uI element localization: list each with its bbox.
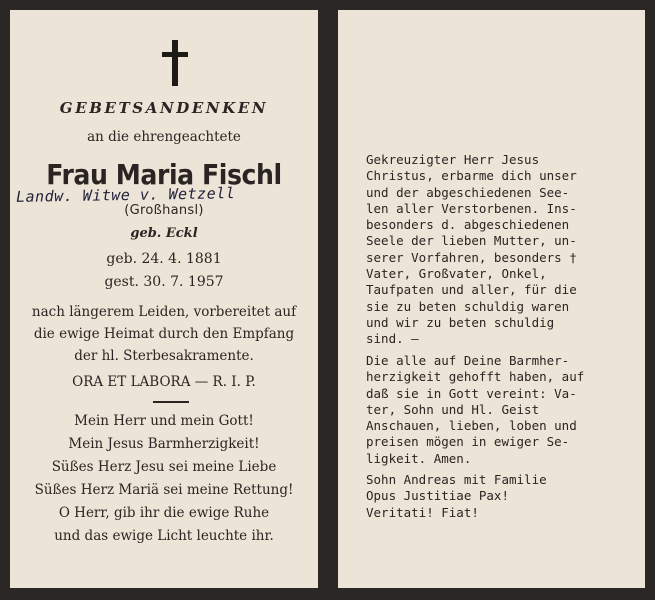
- signature-paragraph: [366, 472, 626, 521]
- text-line: Christus, erbarme dich unser: [366, 168, 577, 184]
- text-line: und der abgeschiedenen See-: [366, 184, 570, 200]
- text-line: ter, Sohn und Hl. Geist: [366, 401, 540, 417]
- text-line: der hl. Sterbesakramente.: [74, 348, 254, 364]
- birth-date: geb. 24. 4. 1881: [106, 251, 222, 267]
- text-line: herzigkeit gehofft haben, auf: [366, 369, 585, 385]
- prayer-line: O Herr, gib ihr die ewige Ruhe: [58, 505, 270, 521]
- text-line: daß sie in Gott vereint: Va-: [366, 385, 577, 401]
- death-date: gest. 30. 7. 1957: [104, 274, 224, 290]
- text-line: Gekreuzigter Herr Jesus: [366, 152, 540, 167]
- text-line: ligkeit. Amen.: [366, 450, 472, 466]
- text-line: Die alle auf Deine Barmher-: [366, 353, 570, 368]
- cross-icon: [162, 40, 188, 86]
- prayer-line: Süßes Herz Jesu sei meine Liebe: [51, 459, 277, 475]
- text-line: serer Vorfahren, besonders †: [366, 249, 577, 265]
- divider: [153, 401, 189, 403]
- left-card-panel: [10, 10, 318, 588]
- text-line: sind. —: [366, 331, 419, 347]
- motto: ORA ET LABORA — R. I. P.: [72, 374, 256, 390]
- text-line: Taufpaten und aller, für die: [366, 282, 577, 298]
- prayer-paragraph-2: [366, 353, 626, 467]
- text-line: preisen mögen in ewiger Se-: [366, 434, 570, 450]
- dedication-line: an die ehrengeachtete: [87, 129, 241, 145]
- text-line: Anschauen, lieben, loben und: [366, 418, 577, 434]
- text-line: sie zu beten schuldig waren: [366, 298, 570, 314]
- text-line: und wir zu beten schuldig: [366, 314, 555, 330]
- prayer-line: Mein Herr und mein Gott!: [74, 413, 254, 429]
- text-line: die ewige Heimat durch den Empfang: [33, 326, 295, 342]
- text-line: Opus Justitiae Pax!: [366, 488, 509, 504]
- text-line: besonders d. abgeschiedenen: [366, 217, 570, 233]
- text-line: Seele der lieben Mutter, un-: [366, 233, 577, 249]
- text-line: nach längerem Leiden, vorbereitet auf: [31, 304, 297, 320]
- text-line: Sohn Andreas mit Familie: [366, 472, 547, 487]
- prayer-line: Süßes Herz Mariä sei meine Rettung!: [34, 482, 294, 498]
- text-line: len aller Verstorbenen. Ins-: [366, 200, 577, 216]
- right-card-panel: [338, 10, 645, 588]
- maiden-name: geb. Eckl: [130, 226, 198, 241]
- nickname: (Großhansl): [124, 203, 204, 218]
- text-line: Vater, Großvater, Onkel,: [366, 266, 547, 282]
- deceased-name: Frau Maria Fischl: [46, 158, 282, 191]
- prayer-paragraph-1: [366, 152, 626, 348]
- card-title: GEBETSANDENKEN: [59, 99, 269, 117]
- prayer-line: und das ewige Licht leuchte ihr.: [54, 528, 274, 544]
- prayer-line: Mein Jesus Barmherzigkeit!: [68, 436, 260, 452]
- handwritten-note: Landw. Witwe v. Wetzell: [15, 184, 236, 206]
- text-line: Veritati! Fiat!: [366, 504, 479, 520]
